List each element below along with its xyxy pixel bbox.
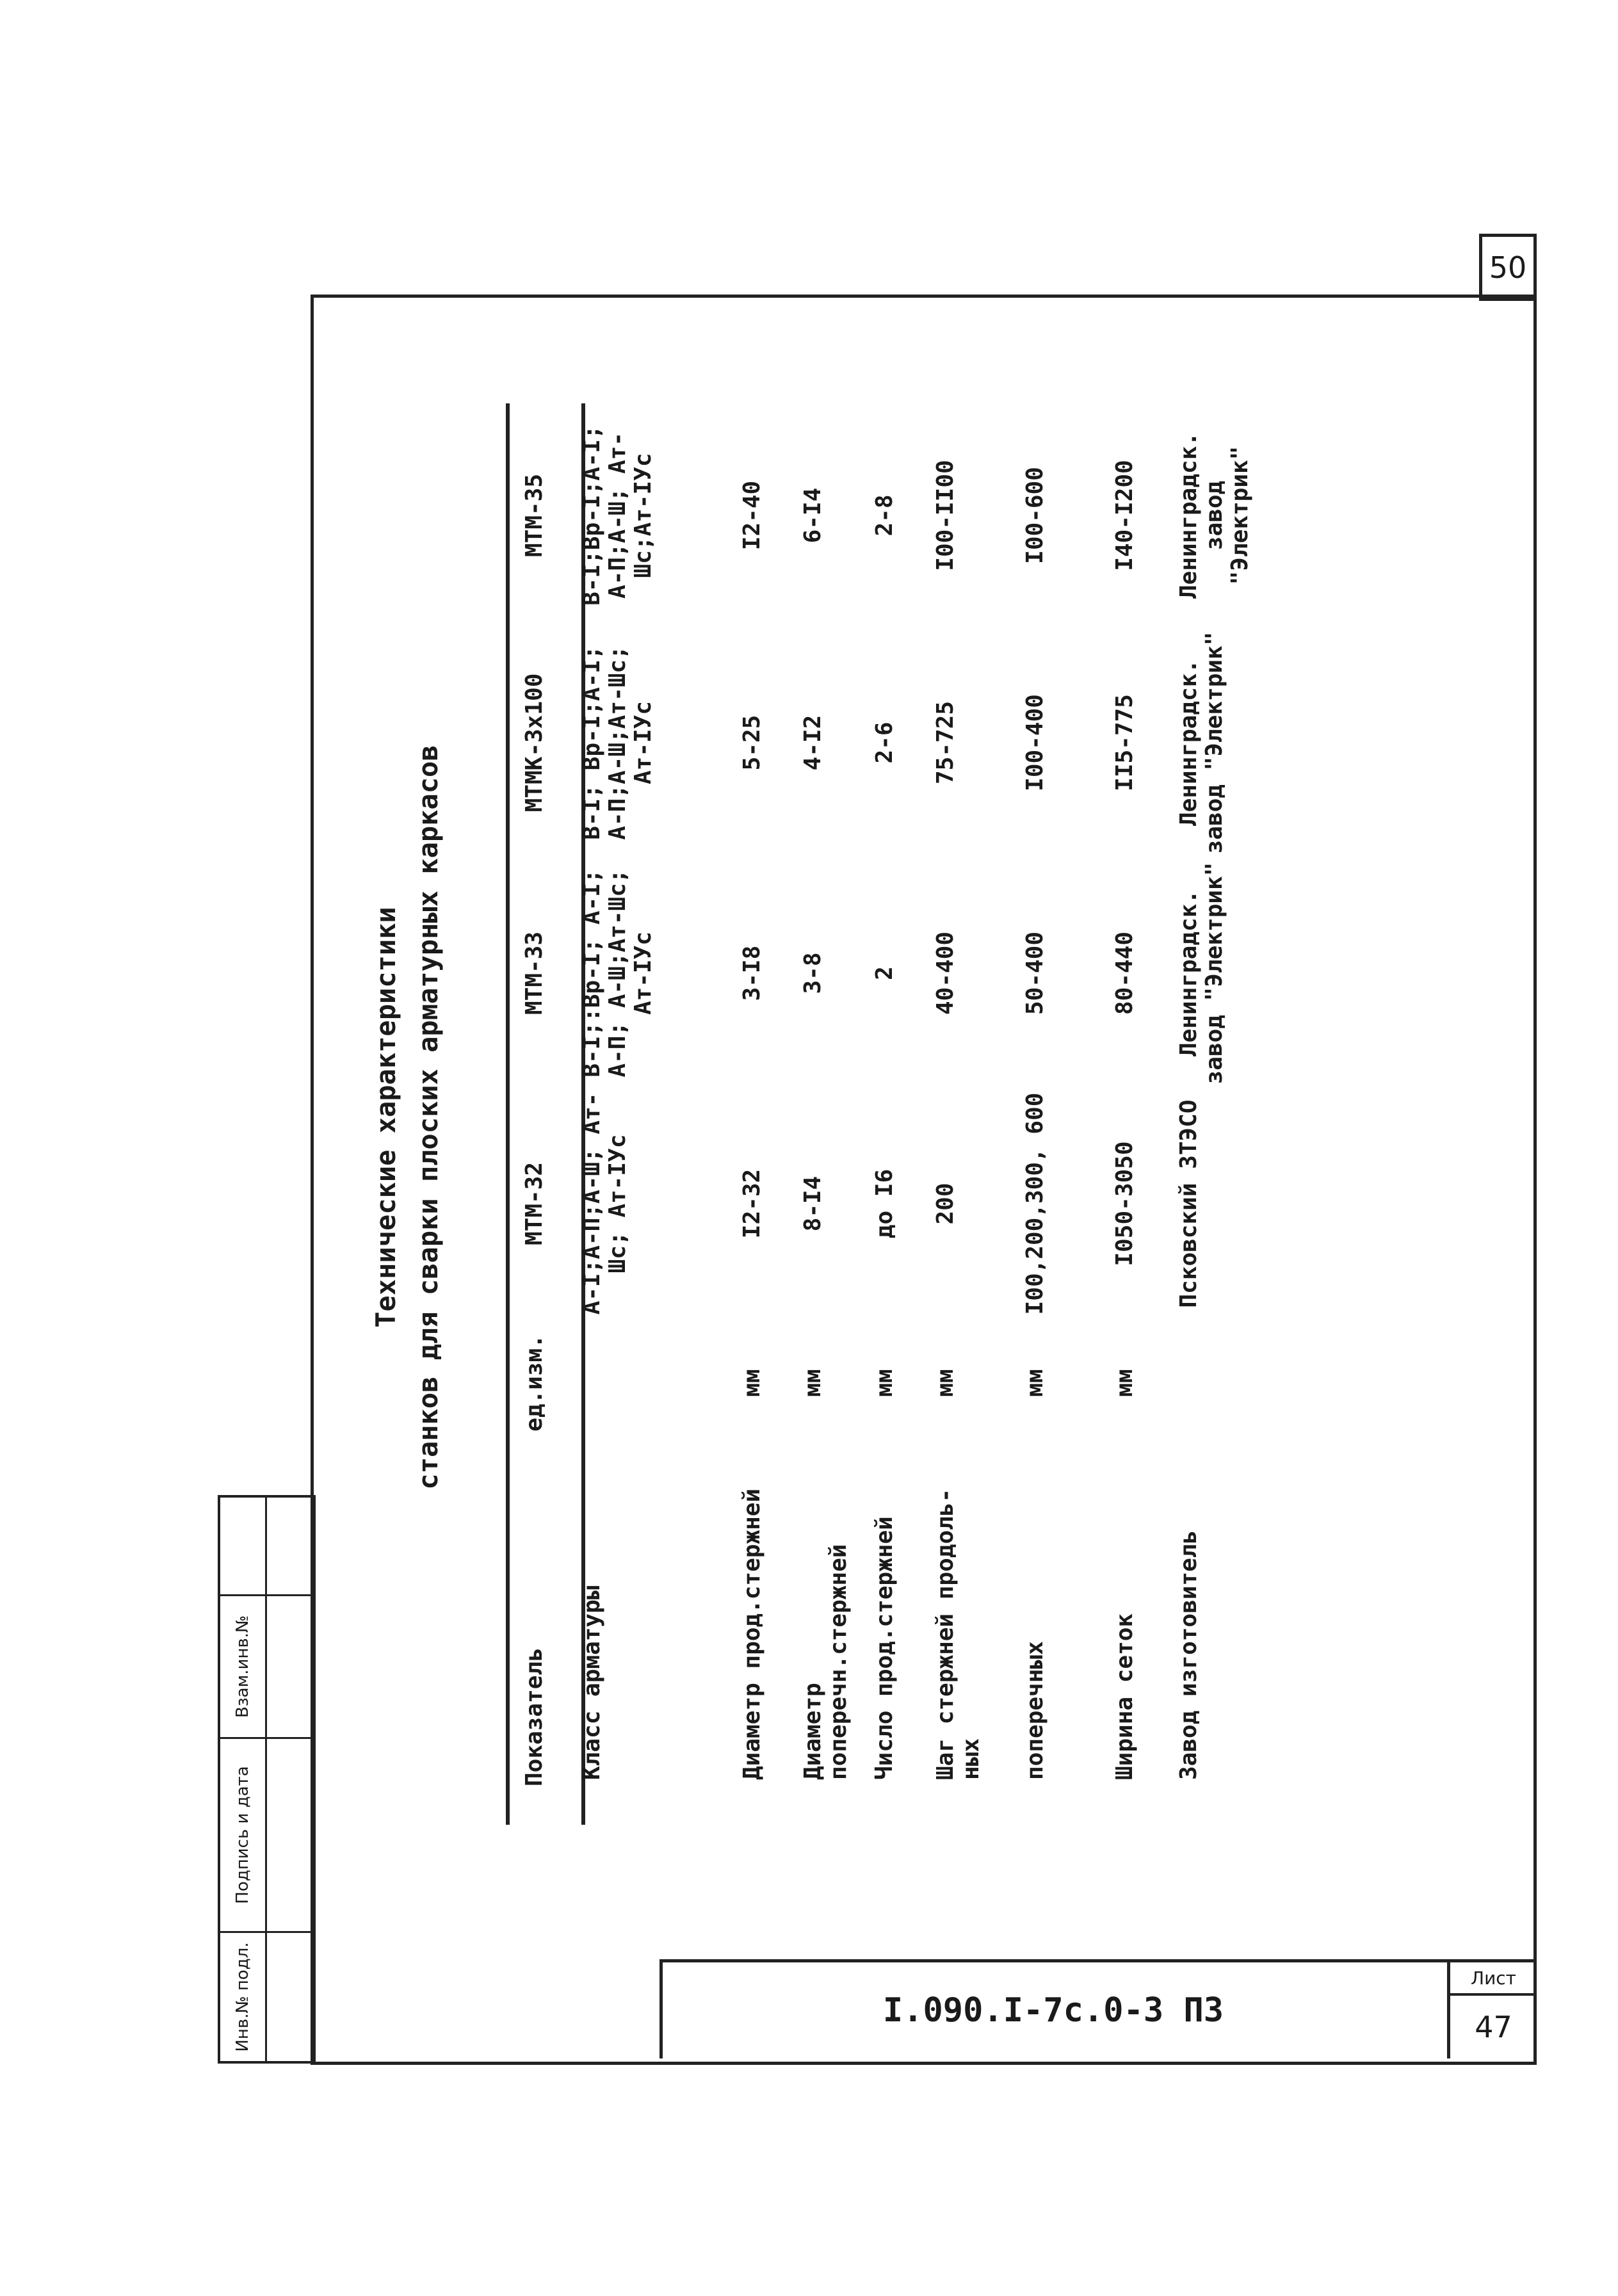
document-code: I.090.I-7с.0-3 ПЗ <box>882 1991 1224 2030</box>
row-unit: мм <box>932 1369 959 1397</box>
header-unit: ед.изм. <box>521 1334 547 1432</box>
table-header-row <box>506 403 569 1825</box>
row-unit: мм <box>1112 1369 1138 1397</box>
row-label: Завод изготовитель <box>1176 1530 1202 1780</box>
row-label: Ширина сеток <box>1112 1613 1138 1780</box>
cell-mtm32: 8-I4 <box>800 1176 826 1232</box>
cell-mtm35: Ленинградск. завод "Электрик" <box>1176 432 1253 599</box>
stamp-label-inv: Инв.№ подл. <box>220 1931 265 2061</box>
cell-mtm33: 3-8 <box>800 952 826 994</box>
page-number: 50 <box>1479 234 1537 301</box>
margin-stamp <box>218 1495 316 2064</box>
header-mtm32: МТМ-32 <box>521 1161 547 1246</box>
stamp-label-replace: Взам.инв.№ <box>220 1594 265 1737</box>
cell-mtm35: I00-II00 <box>932 460 959 571</box>
row-label: Число прод.стержней <box>871 1516 898 1780</box>
cell-mtmk: II5-775 <box>1112 694 1138 791</box>
header-indicator: Показатель <box>521 1647 547 1786</box>
cell-mtm35: I2-40 <box>739 480 765 551</box>
header-mtmk: МТМК-3х100 <box>521 673 547 812</box>
table-row <box>923 403 1012 1825</box>
cell-mtm32: 200 <box>932 1183 959 1225</box>
cell-mtm32: А-I;А-П;А-Ш; Ат-Шс; Ат-IУс <box>579 1092 631 1315</box>
title-block <box>659 1959 1533 2058</box>
cell-mtm32: I2-32 <box>739 1168 765 1239</box>
cell-mtm33: 80-440 <box>1112 931 1138 1015</box>
cell-mtmk: 4-I2 <box>800 715 826 771</box>
stamp-value-replace <box>267 1594 312 1737</box>
row-unit: мм <box>1022 1369 1048 1397</box>
cell-mtm32: до I6 <box>871 1168 898 1239</box>
cell-mtm32: Псковский ЗТЭСО <box>1176 1099 1202 1308</box>
cell-mtm35: 2-8 <box>871 494 898 537</box>
stamp-value-inv <box>267 1931 312 2061</box>
cell-mtm32: I00,200,300, 600 <box>1022 1092 1048 1315</box>
cell-mtm33: 50-400 <box>1022 931 1048 1015</box>
row-label: Шаг стержней продоль-ных <box>932 1488 984 1780</box>
cell-mtm33: 2 <box>871 966 898 980</box>
cell-mtmk: 75-725 <box>932 700 959 785</box>
title-line-1: Технические характеристики <box>370 907 401 1328</box>
cell-mtmk: 2-6 <box>871 722 898 764</box>
cell-mtmk: 5-25 <box>739 715 765 771</box>
row-unit: мм <box>800 1369 826 1397</box>
row-label: Диаметр поперечн.стержней <box>800 1544 852 1780</box>
row-unit <box>1166 1319 1268 1447</box>
stamp-label-signature: Подпись и дата <box>220 1737 265 1931</box>
cell-mtm33: Ленинградск. завод "Электрик" <box>1176 862 1227 1085</box>
sheet-label: Лист <box>1450 1962 1537 1996</box>
row-unit: мм <box>739 1369 765 1397</box>
title-line-2: станков для сварки плоских арматурных каркасов <box>412 745 444 1490</box>
row-unit <box>569 1319 729 1447</box>
header-mtm33: МТМ-33 <box>521 931 547 1015</box>
table-row <box>1102 403 1166 1825</box>
cell-mtm35: 6-I4 <box>800 487 826 544</box>
row-unit: мм <box>871 1369 898 1397</box>
cell-mtm35: В-I;Вр-I;А-I; А-П;А-Ш; Ат-Шс;Ат-IУс <box>579 425 656 606</box>
row-label: Класс арматуры <box>579 1585 605 1780</box>
header-mtm35: МТМ-35 <box>521 473 547 558</box>
cell-mtm33: В-I;:Вр-I; А-I; А-П; А-Ш;Ат-Шс; Ат-IУс <box>579 869 656 1078</box>
table-row <box>1166 403 1268 1825</box>
row-label: Диаметр прод.стержней <box>739 1488 765 1780</box>
cell-mtm35: I00-600 <box>1022 467 1048 564</box>
table-row <box>790 403 862 1825</box>
rotated-content <box>346 301 1383 1934</box>
document-title <box>365 301 449 1934</box>
cell-mtm33: 40-400 <box>932 931 959 1015</box>
sheet-cell <box>1447 1962 1537 2058</box>
table-row <box>862 403 923 1825</box>
sheet-number: 47 <box>1475 2010 1512 2044</box>
row-label: поперечных <box>1022 1641 1048 1780</box>
table-row <box>729 403 790 1825</box>
cell-mtmk: В-I; Вр-I;А-I; А-П;А-Ш;Ат-Шс; Ат-IУс <box>579 645 656 840</box>
cell-mtmk: Ленинградск. завод "Электрик" <box>1176 631 1227 854</box>
cell-mtm33: 3-I8 <box>739 945 765 1001</box>
cell-mtmk: I00-400 <box>1022 694 1048 791</box>
cell-mtm32: I050-3050 <box>1112 1141 1138 1266</box>
table-row <box>1012 403 1102 1825</box>
spec-table <box>506 403 1268 1825</box>
stamp-value-signature <box>267 1737 312 1931</box>
table-row <box>569 403 729 1825</box>
cell-mtm35: I40-I200 <box>1112 460 1138 571</box>
